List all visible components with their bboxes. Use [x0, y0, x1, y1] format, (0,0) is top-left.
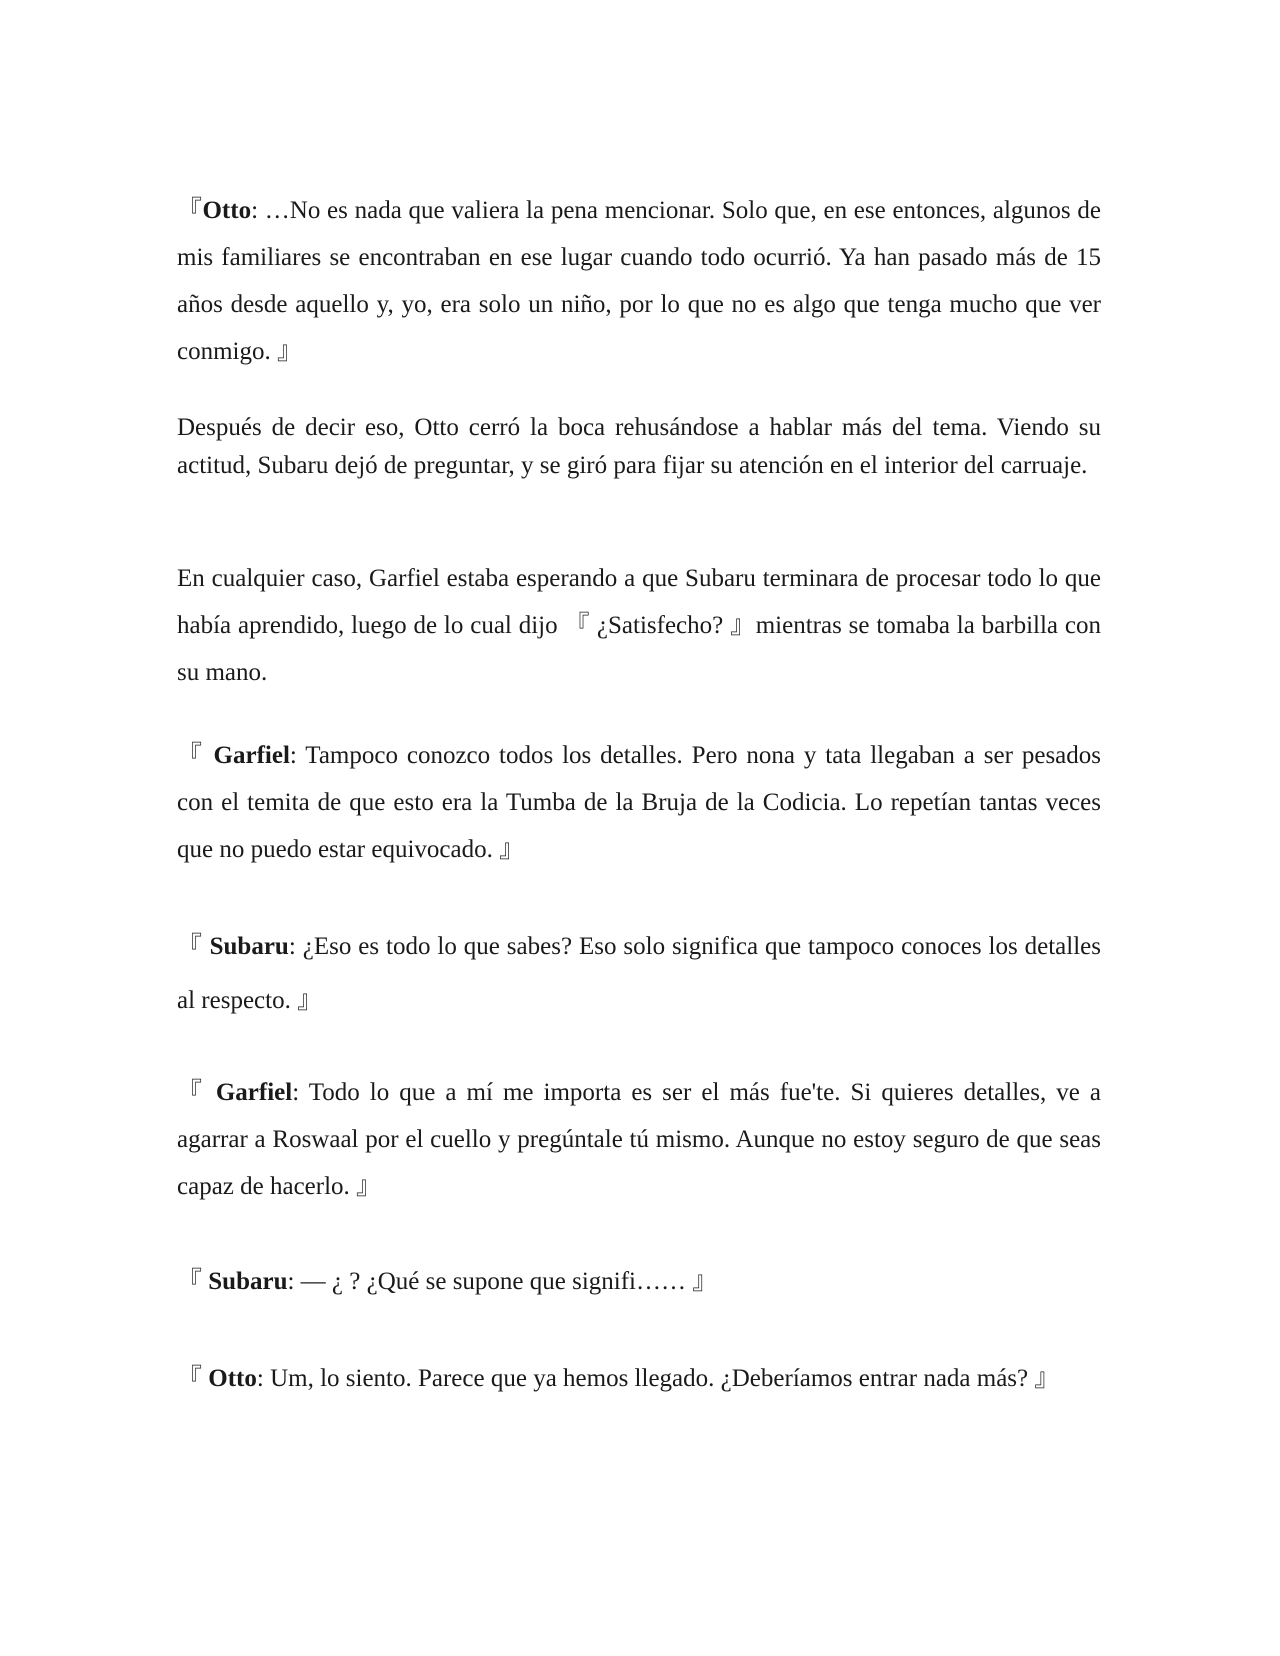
quote-open: 『 [177, 197, 203, 224]
quote-open: 『 [177, 742, 214, 769]
quote-open: 『 [177, 1079, 216, 1106]
dialogue-garfiel-2 [177, 1069, 1101, 1210]
narration-text: Después de decir eso, Otto cerró la boca rehusándose a hablar más del tema. Viendo su actitud, Subaru dejó de preguntar, y se giró para fijar su atención en el interior del carruaje. [177, 414, 1101, 479]
quote-open: 『 [177, 933, 210, 960]
speaker-name: Otto [202, 197, 252, 224]
dialogue-subaru-2 [177, 1258, 1101, 1305]
dialogue-subaru-1 [177, 920, 1101, 1028]
dialogue-otto-1 [177, 187, 1101, 375]
quote-open: 『 [177, 1365, 209, 1392]
dialogue-text: : ¿Eso es todo lo que sabes? Eso solo significa que tampoco conoces los detalles al respecto. 』 [177, 933, 1101, 1014]
speaker-name: Subaru [208, 1268, 288, 1295]
speaker-name: Garfiel [213, 742, 290, 769]
dialogue-text: : Tampoco conozco todos los detalles. Pero nona y tata llegaban a ser pesados con el temita de que esto era la Tumba de la Bruja de la Codicia. Lo repetían tantas veces que no puedo estar equivocado. 』 [177, 742, 1101, 863]
dialogue-text: : — ¿ ? ¿Qué se supone que signifi…… 』 [287, 1268, 718, 1295]
speaker-name: Subaru [209, 933, 289, 960]
dialogue-garfiel-1 [177, 732, 1101, 873]
speaker-name: Otto [208, 1365, 257, 1392]
dialogue-otto-2 [177, 1353, 1101, 1405]
speaker-name: Garfiel [215, 1079, 293, 1106]
dialogue-text: : Um, lo siento. Parece que ya hemos llegado. ¿Deberíamos entrar nada más? 』 [256, 1365, 1060, 1392]
narration-2 [177, 555, 1101, 696]
dialogue-text: : Todo lo que a mí me importa es ser el más fue'te. Si quieres detalles, ve a agarrar a Roswaal por el cuello y pregúntale tú mismo. Aunque no estoy seguro de que seas capaz de hacerlo. 』 [177, 1079, 1101, 1200]
narration-text: En cualquier caso, Garfiel estaba esperando a que Subaru terminara de procesar todo lo que había aprendido, luego de lo cual dijo 『 ¿Satisfecho? 』mientras se tomaba la barbilla con su mano. [177, 565, 1101, 686]
quote-open: 『 [177, 1268, 209, 1295]
narration-1 [177, 409, 1101, 485]
dialogue-text: : …No es nada que valiera la pena mencionar. Solo que, en ese entonces, algunos de mis familiares se encontraban en ese lugar cuando todo ocurrió. Ya han pasado más de 15 años desde aquello y, yo, era solo un niño, por lo que no es algo que tenga mucho que ver conmigo. 』 [177, 197, 1101, 365]
